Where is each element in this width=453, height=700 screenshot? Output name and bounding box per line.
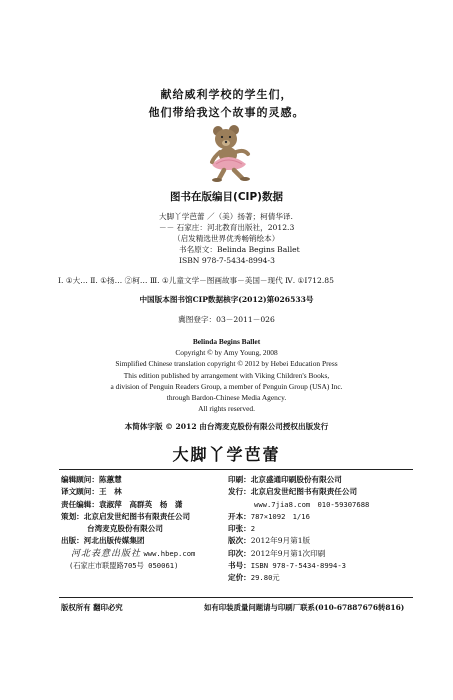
credit-row: 发行：北京启发世纪图书有限责任公司 [228, 487, 358, 497]
credits-left-column [61, 474, 236, 572]
credit-row: 开本：787×1092 1/16 [228, 511, 310, 521]
bottom-divider [59, 597, 413, 598]
english-title: Belinda Begins Ballet [192, 337, 261, 346]
credit-row: 台湾麦克股份有限公司 [87, 524, 163, 534]
publisher-address: (石家庄市联盟路705号 050061) [69, 561, 179, 571]
cip-block [159, 211, 409, 266]
credit-row: 版次：2012年9月第1版 [228, 536, 311, 546]
credit-row: 印张：2 [228, 524, 256, 534]
credit-row: 编辑顾问：陈蕙慧 [61, 475, 122, 484]
credit-row: 印刷：北京盛通印刷股份有限公司 [228, 475, 342, 484]
credit-row: 出版：河北出版传媒集团 [61, 536, 145, 546]
english-line: Copyright © by Amy Young, 2008 [175, 348, 278, 357]
cip-library-number: 中国版本图书馆CIP数据核字(2012)第026533号 [139, 295, 314, 304]
credits-right-column [228, 474, 418, 585]
english-line: Simplified Chinese translation copyright © 2012 by Hebei Education Press [115, 359, 338, 369]
bear-illustration [202, 124, 264, 182]
cip-line: ISBN 978-7-5434-8994-3 [179, 256, 275, 265]
english-copyright-block [0, 347, 453, 415]
cip-line: 书名原文：Belinda Begins Ballet [179, 245, 300, 254]
english-line: through Bardon-Chinese Media Agency. [166, 393, 287, 403]
cip-classification: Ⅰ. ①大… Ⅱ. ①扬… ②柯… Ⅲ. ①儿童文学－图画故事－美国－现代 Ⅳ. ①I712.85 [58, 276, 334, 285]
cip-heading: 图书在版编目(CIP)数据 [170, 191, 283, 203]
book-title: 大脚丫学芭蕾 [172, 445, 281, 464]
credit-row: www.7jia8.com 010-59307688 [254, 499, 370, 509]
copyright-notice: 版权所有 翻印必究 [61, 603, 123, 612]
credit-row: 译文顾问：王 林 [61, 487, 122, 497]
publisher-logo: 河北表意出版社 [71, 548, 142, 559]
license-notice: 本简体字版 © 2012 由台湾麦克股份有限公司授权出版发行 [124, 422, 329, 431]
dedication-line-1: 献给威利学校的学生们， [160, 88, 293, 101]
credit-row: 定价：29.80元 [228, 573, 280, 583]
publisher-logo-row [61, 548, 236, 560]
credit-row: 策划：北京启发世纪图书有限责任公司 [61, 511, 191, 521]
english-line: All rights reserved. [198, 404, 255, 414]
publisher-url: www.hbep.com [143, 548, 196, 558]
cip-line: 大脚丫学芭蕾 ／（美）扬著；柯倩华译. [159, 212, 293, 221]
credit-row: 责任编辑：袁淑萍 高群英 杨 潇 [61, 499, 183, 509]
credit-row: 书号：ISBN 978-7-5434-8994-3 [228, 561, 346, 571]
register-number: 冀图登字：03－2011－026 [178, 315, 275, 324]
credit-row: 印次：2012年9月第1次印刷 [228, 548, 326, 558]
english-line: This edition published by arrangement with Viking Children's Books, [123, 370, 330, 380]
cip-line: （启发精选世界优秀畅销绘本） [173, 234, 280, 243]
english-line: a division of Penguin Readers Group, a member of Penguin Group (USA) Inc. [110, 381, 343, 391]
quality-contact: 如有印装质量问题请与印刷厂联系(010-67887676转816) [204, 603, 405, 612]
dedication-line-2: 他们带给我这个故事的灵感。 [148, 106, 305, 119]
top-divider [59, 469, 413, 470]
cip-line: －－ 石家庄：河北教育出版社，2012.3 [159, 223, 295, 232]
